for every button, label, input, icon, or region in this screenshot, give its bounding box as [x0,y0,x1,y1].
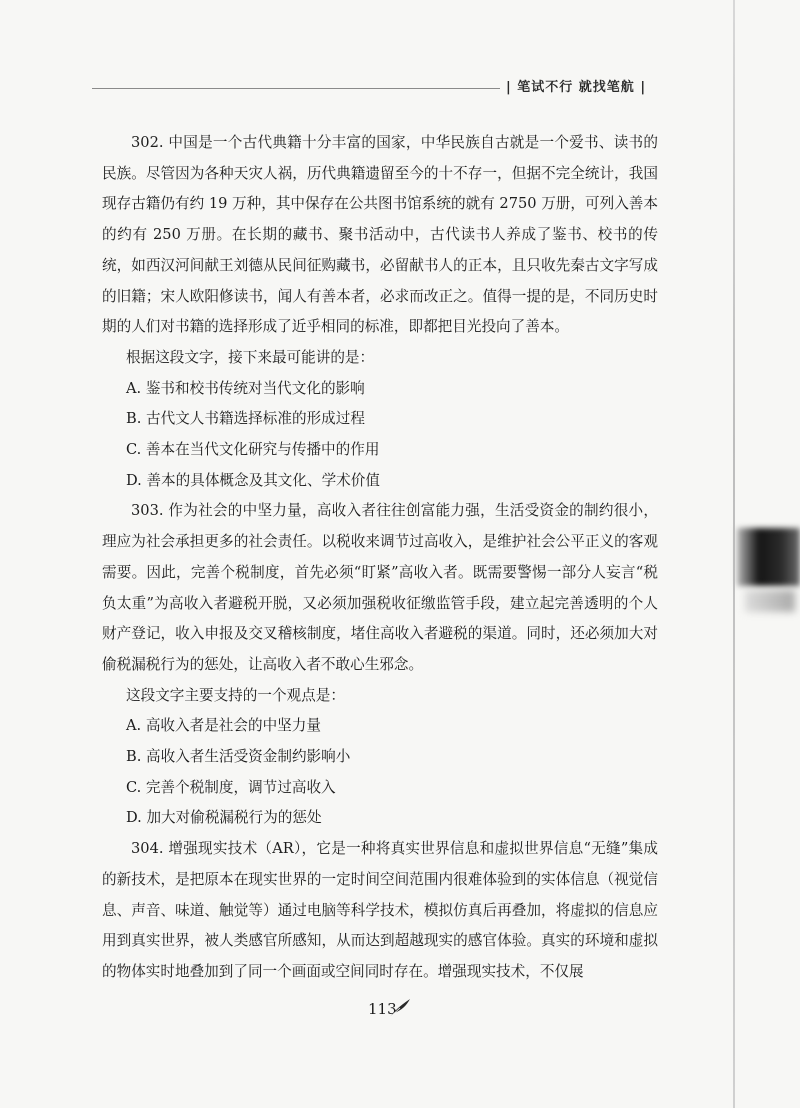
question-302-option-b: B. 古代文人书籍选择标准的形成过程 [126,410,365,428]
question-302-option-d: D. 善本的具体概念及其文化、学术价值 [126,471,380,489]
body-text [102,128,658,988]
question-303-option-b: B. 高收入者生活受资金制约影响小 [126,748,351,766]
question-303-stem: 303. 作为社会的中坚力量，高收入者往往创富能力强，生活受资金的制约很小，理应为社会承担更多的社会责任。以税收来调节过高收入，是维护社会公平正义的客观需要。因此，完善个税制度，首先必须“盯紧”高收入者。既需要警惕一部分人妄言“税负太重”为高收入者避税开脱，又必须加强税收征缴监管手段，建立起完善透明的个人财产登记，收入申报及交叉稽核制度，堵住高收入者避税的渠道。同时，还必须加大对偷税漏税行为的惩处，让高收入者不敢心生邪念。 [102,502,658,673]
question-303-option-a: A. 高收入者是社会的中坚力量 [126,717,321,735]
question-302-option-c: C. 善本在当代文化研究与传播中的作用 [126,441,380,459]
question-303-option-d: D. 加大对偷税漏税行为的惩处 [126,809,322,827]
scan-smudge [737,528,800,586]
question-304-stem: 304. 增强现实技术（AR），它是一种将真实世界信息和虚拟世界信息“无缝”集成的新技术，是把原本在现实世界的一定时间空间范围内很难体验到的实体信息（视觉信息、声音、味道、触觉等）通过电脑等科学技术，模拟仿真后再叠加，将虚拟的信息应用到真实世界，被人类感官所感知，从而达到超越现实的感官体验。真实的环境和虚拟的物体实时地叠加到了同一个画面或空间同时存在。增强现实技术，不仅展 [102,840,658,980]
header-slogan: | 笔试不行 就找笔航 | [506,80,647,95]
question-303-option-c: C. 完善个税制度，调节过高收入 [126,778,336,796]
scan-smudge-faint [745,590,795,612]
page-edge-shadow [733,0,735,1108]
question-302-option-a: A. 鉴书和校书传统对当代文化的影响 [126,379,365,397]
question-302-prompt: 根据这段文字，接下来最可能讲的是： [126,348,375,366]
header-rule [92,88,500,89]
page-number: 113 [368,1000,397,1018]
question-302-stem: 302. 中国是一个古代典籍十分丰富的国家，中华民族自古就是一个爱书、读书的民族。尽管因为各种天灾人祸，历代典籍遗留至今的十不存一，但据不完全统计，我国现存古籍仍有约 19 万种，其中保存在公共图书馆系统的就有 2750 万册，可列入善本的约有 250 万册。在长期的藏书、聚书活动中，古代读书人养成了鉴书、校书的传统，如西汉河间献王刘德从民间征购藏书，必留献书人的正本，且只收先秦古文字写成的旧籍；宋人欧阳修读书，闻人有善本者，必求而改正之。值得一提的是，不同历史时期的人们对书籍的选择形成了近乎相同的标准，即都把目光投向了善本。 [102,134,658,336]
question-303-prompt: 这段文字主要支持的一个观点是： [126,686,345,704]
feather-pen-icon [388,998,412,1018]
